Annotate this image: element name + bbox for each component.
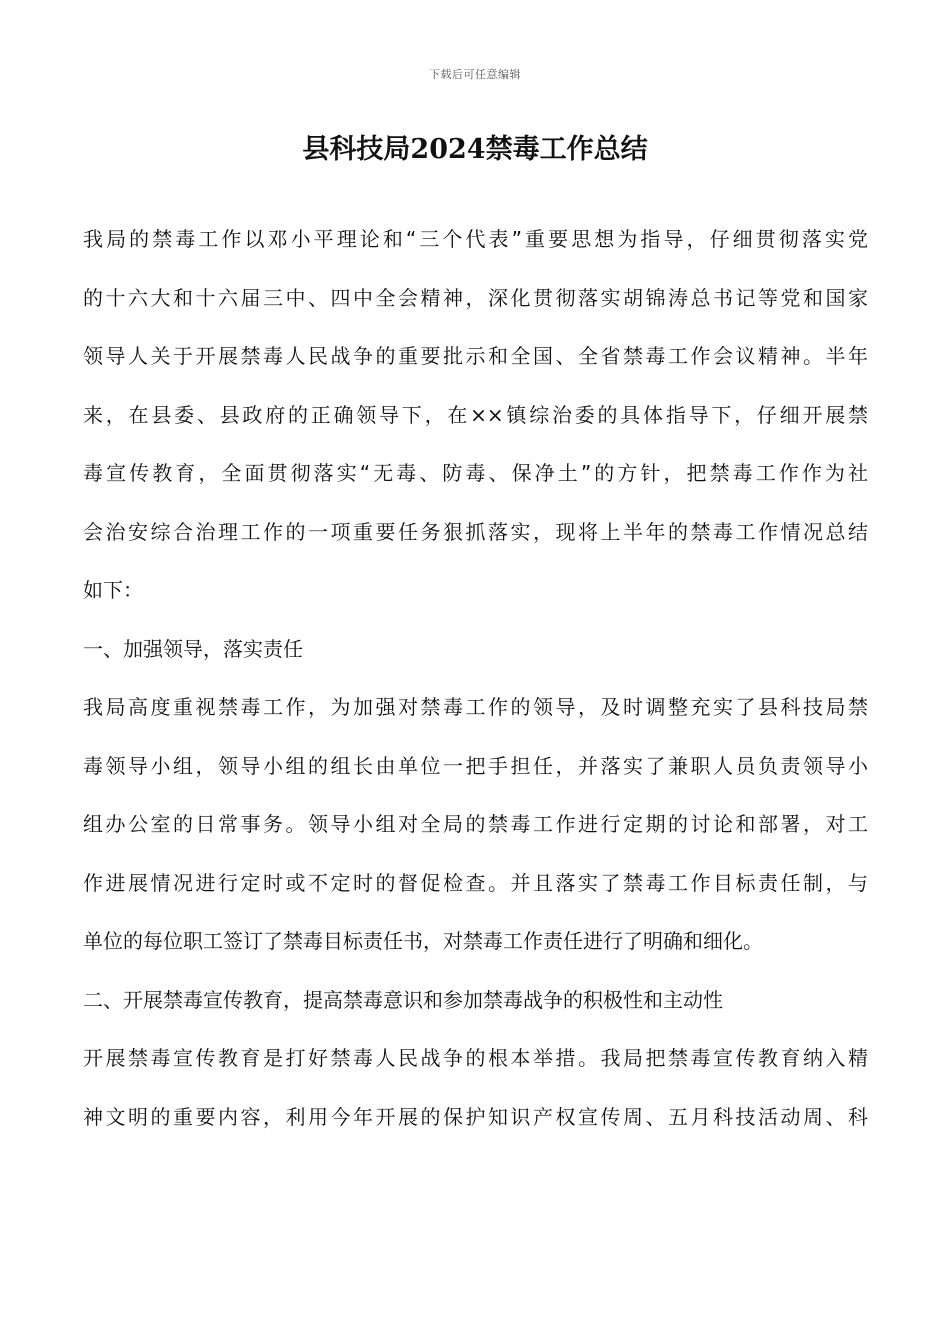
text-line: 毒领导小组，领导小组的组长由单位一把手担任，并落实了兼职人员负责领导小 [83, 753, 868, 778]
text-line: 作进展情况进行定时或不定时的督促检查。并且落实了禁毒工作目标责任制，与 [83, 870, 868, 895]
text-line: 如下： [83, 578, 143, 602]
text-line: 一、加强领导，落实责任 [83, 636, 303, 661]
text-line: 组办公室的日常事务。领导小组对全局的禁毒工作进行定期的讨论和部署，对工 [83, 812, 868, 836]
text-line: 神文明的重要内容，利用今年开展的保护知识产权宣传周、五月科技活动周、科 [83, 1104, 868, 1129]
text-line: 的十六大和十六届三中、四中全会精神，深化贯彻落实胡锦涛总书记等党和国家 [83, 285, 868, 310]
text-line: 单位的每位职工签订了禁毒目标责任书，对禁毒工作责任进行了明确和细化。 [83, 929, 763, 953]
text-line: 毒宣传教育，全面贯彻落实“无毒、防毒、保净土”的方针，把禁毒工作作为社 [83, 461, 868, 485]
header-note: 下载后可任意编辑 [429, 68, 521, 81]
text-line: 二、开展禁毒宣传教育，提高禁毒意识和参加禁毒战争的积极性和主动性 [83, 987, 723, 1012]
text-line: 我局高度重视禁毒工作，为加强对禁毒工作的领导，及时调整充实了县科技局禁 [83, 695, 868, 719]
text-line: 会治安综合治理工作的一项重要任务狠抓落实，现将上半年的禁毒工作情况总结 [83, 519, 868, 544]
text-line: 领导人关于开展禁毒人民战争的重要批示和全国、全省禁毒工作会议精神。半年 [83, 344, 868, 368]
text-line: 来，在县委、县政府的正确领导下，在××镇综治委的具体指导下，仔细开展禁 [83, 402, 868, 427]
text-line: 开展禁毒宣传教育是打好禁毒人民战争的根本举措。我局把禁毒宣传教育纳入精 [83, 1046, 868, 1070]
text-line: 我局的禁毒工作以邓小平理论和“三个代表”重要思想为指导，仔细贯彻落实党 [83, 227, 868, 251]
document-body [83, 210, 868, 1146]
document-title: 县科技局2024禁毒工作总结 [302, 134, 648, 165]
